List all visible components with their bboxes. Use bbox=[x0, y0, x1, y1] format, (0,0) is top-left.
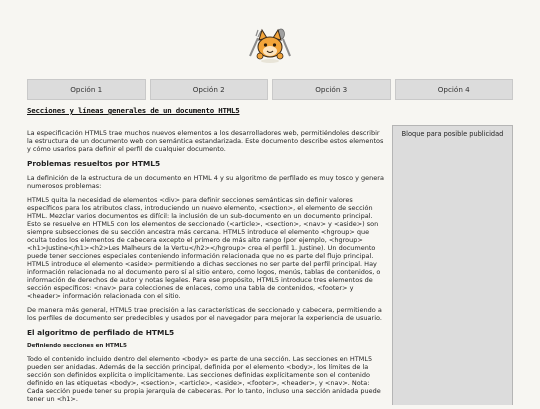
main-nav bbox=[27, 79, 513, 100]
paragraph: HTML5 quita la necesidad de elementos <div> para definir secciones semánticas sin definir valores específicos para los atributos class, introduciendo un nuevo elemento, <section>, el elemento de sección HTML. Mezclar varios documentos es difícil: la inclusión de un sub-documento en un documento principal. Esto se resuelve en HTML5 con los elementos de seccionado (<article>, <section>, <nav> y <aside>) son siempre subsecciones de su sección ancestra más cercana. HTML5 introduce el elemento <hgroup> que oculta todos los elementos de cabecera excepto el primero de más alto rango (por ejemplo, <hgroup><h1>Justine</h1><h2>Les Malheurs de la Vertu</h2></hgroup> crea el perfil 1. Justine). Un documento puede tener secciones especiales conteniendo información relacionada que no es parte del flujo principal. HTML5 introduce el elemento <aside> permitiendo a dichas secciones no ser parte del perfil principal. Hay información relacionada no al documento pero sí al sitio entero, como logos, menús, tablas de contenidos, o información de derechos de autor y notas legales. Para ese propósito, HTML5 introduce tres elementos de sección específicos: <nav> para colecciones de enlaces, como una tabla de contenidos, <footer> y <header> información relacionada con el sitio. bbox=[27, 196, 381, 300]
subsection-heading: Definiendo secciones en HTML5 bbox=[27, 343, 127, 349]
section-heading-problems: Problemas resueltos por HTML5 bbox=[27, 159, 161, 168]
nav-option-4[interactable]: Opción 4 bbox=[395, 79, 514, 100]
paragraph: De manera más general, HTML5 trae precisión a las características de seccionado y cabecera, permitiendo a los perfiles de documento ser predecibles y usados por el navegador para mejorar la experiencia de usuario. bbox=[27, 306, 382, 322]
nav-option-2[interactable]: Opción 2 bbox=[150, 79, 269, 100]
paragraph: Todo el contenido incluido dentro del elemento <body> es parte de una sección. Las secciones en HTML5 pueden ser anidadas. Además de la sección principal, definida por el elemento <body>, los límites de la sección son definidos explícita o implícitamente. Las secciones definidas explícitamente son el contenido definido en las etiquetas <body>, <section>, <article>, <aside>, <footer>, <header>, y <nav>. Nota: Cada sección puede tener su propia jerarquía de cabeceras. Por lo tanto, incluso una sección anidada puede tener un <h1>. bbox=[27, 355, 381, 403]
cat-mascot-icon bbox=[246, 26, 294, 66]
ad-placeholder-text: Bloque para posible publicidad bbox=[401, 130, 504, 138]
paragraph: La definición de la estructura de un documento en HTML 4 y su algoritmo de perfilado es muy tosco y genera numerosos problemas: bbox=[27, 174, 384, 190]
sidebar-ad-block bbox=[392, 125, 513, 405]
section-heading-algorithm: El algoritmo de perfilado de HTML5 bbox=[27, 328, 175, 337]
main-content bbox=[27, 106, 385, 409]
nav-option-1[interactable]: Opción 1 bbox=[27, 79, 146, 100]
nav-option-3[interactable]: Opción 3 bbox=[272, 79, 391, 100]
page-title: Secciones y líneas generales de un documento HTML5 bbox=[27, 106, 240, 115]
mascot-logo[interactable] bbox=[246, 26, 294, 66]
intro-paragraph: La especificación HTML5 trae muchos nuevos elementos a los desarrolladores web, permitiéndoles describir la estructura de un documento web con semántica estandarizada. Este documento describe estos elementos y cómo usarlos para definir el perfil de cualquier documento. bbox=[27, 129, 384, 153]
article bbox=[27, 129, 385, 403]
